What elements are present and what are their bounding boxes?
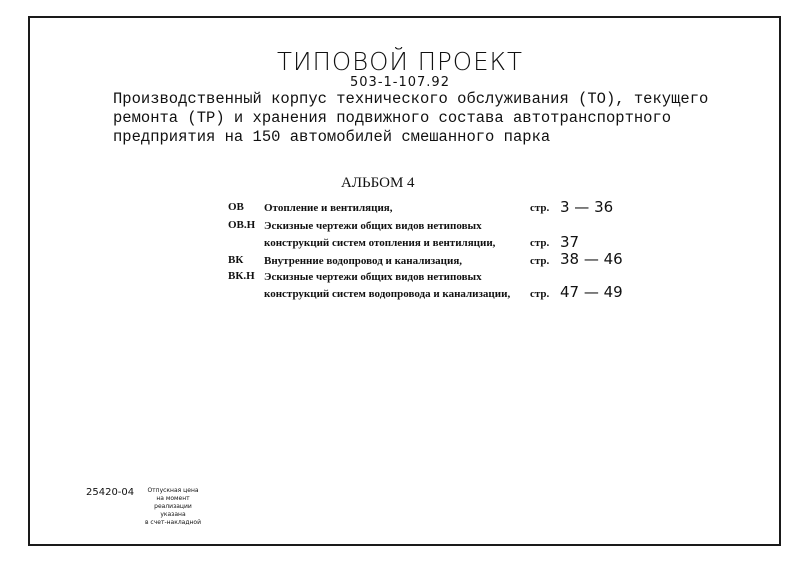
page-range: 3 — 36 bbox=[560, 198, 614, 216]
description-line: Производственный корпус технического обслуживания (ТО), текущего bbox=[113, 90, 709, 108]
section-title: конструкций систем водопровода и канализации, bbox=[264, 288, 511, 300]
price-note bbox=[138, 487, 208, 527]
description-line: предприятия на 150 автомобилей смешанного парка bbox=[113, 128, 551, 146]
album-title: АЛЬБОМ 4 bbox=[341, 175, 415, 191]
page-label: стр. bbox=[530, 288, 550, 300]
price-note-line: указана bbox=[160, 511, 186, 518]
section-code: ОВ.Н bbox=[228, 219, 256, 231]
project-description bbox=[113, 90, 713, 147]
section-code: ОВ bbox=[228, 201, 244, 213]
price-note-line: в счет-накладной bbox=[144, 519, 201, 526]
section-title: Эскизные чертежи общих видов нетиповых bbox=[264, 271, 482, 283]
project-code: 503-1-107.92 bbox=[350, 75, 450, 90]
section-title: Отопление и вентиляция, bbox=[264, 202, 393, 214]
page-range: 37 bbox=[560, 233, 580, 251]
page-label: стр. bbox=[530, 255, 550, 267]
description-line: ремонта (ТР) и хранения подвижного состава автотранспортного bbox=[113, 109, 672, 127]
page-range: 47 — 49 bbox=[560, 283, 623, 301]
section-title: Внутренние водопровод и канализация, bbox=[264, 255, 463, 267]
section-code: ВК bbox=[228, 254, 244, 266]
price-note-line: Отпускная цена bbox=[147, 487, 199, 494]
page-range: 38 — 46 bbox=[560, 250, 623, 268]
page-label: стр. bbox=[530, 237, 550, 249]
page-label: стр. bbox=[530, 202, 550, 214]
section-title: конструкций систем отопления и вентиляции, bbox=[264, 237, 496, 249]
section-title: Эскизные чертежи общих видов нетиповых bbox=[264, 220, 482, 232]
project-title: ТИПОВОЙ ПРОЕКТ bbox=[277, 47, 523, 76]
section-code: ВК.Н bbox=[228, 270, 255, 282]
price-note-line: на момент реализации bbox=[154, 495, 192, 510]
stamp-number: 25420-04 bbox=[86, 487, 135, 498]
